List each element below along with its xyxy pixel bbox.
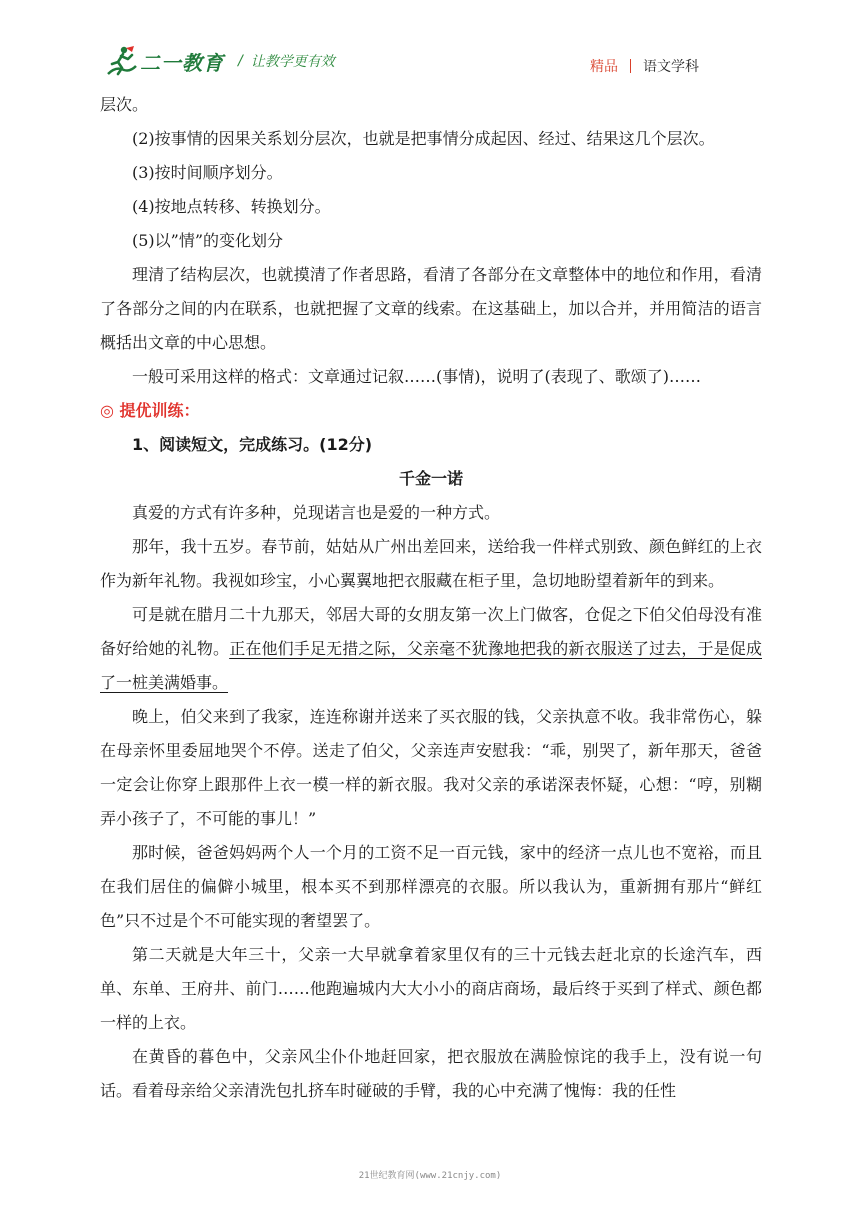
list-item: (3)按时间顺序划分。: [132, 163, 283, 182]
underlined-sentence: 正在他们手足无措之际，父亲毫不犹豫地把我的新衣服送了过去，于是促成了一桩美满婚事。: [100, 639, 762, 692]
header-divider: [630, 59, 631, 73]
article-title: 千金一诺: [398, 469, 463, 488]
runner-logo-icon: [104, 44, 138, 78]
quality-label: 精品: [590, 59, 618, 75]
logo: [104, 44, 335, 78]
header-labels: [590, 56, 699, 76]
article-paragraph: 在黄昏的暮色中，父亲风尘仆仆地赶回家，把衣服放在满脸惊诧的我手上，没有说一句话。看着母亲给父亲清洗包扎挤车时碰破的手臂，我的心中充满了愧悔：我的任性: [100, 1047, 762, 1100]
list-item: (2)按事情的因果关系划分层次，也就是把事情分成起因、经过、结果这几个层次。: [132, 129, 715, 148]
article-paragraph: 那年，我十五岁。春节前，姑姑从广州出差回来，送给我一件样式别致、颜色鲜红的上衣作为新年礼物。我视如珍宝，小心翼翼地把衣服藏在柜子里，急切地盼望着新年的到来。: [100, 537, 762, 590]
paragraph: 一般可采用这样的格式：文章通过记叙……(事情)，说明了(表现了、歌颂了)……: [132, 367, 701, 386]
list-item: (4)按地点转移、转换划分。: [132, 197, 331, 216]
slogan: 让教学更有效: [250, 54, 335, 70]
document-body: [100, 88, 762, 1108]
logo-text: 二一教育: [140, 50, 224, 75]
section-heading: ◎ 提优训练：: [100, 401, 200, 420]
article-paragraph: 第二天就是大年三十，父亲一大早就拿着家里仅有的三十元钱去赶北京的长途汽车，西单、东单、王府井、前门……他跑遍城内大大小小的商店商场，最后终于买到了样式、颜色都一样的上衣。: [100, 945, 762, 1032]
page-footer: 21世纪教育网(www.21cnjy.com): [358, 1171, 502, 1181]
article-text: 可是就在腊月二十九那天，邻居大哥的女朋友第一次上门做客，仓促之下伯父伯母没有准备好给她的礼物。: [100, 605, 762, 658]
subject-label: 语文学科: [643, 59, 699, 75]
article-paragraph: 那时候，爸爸妈妈两个人一个月的工资不足一百元钱，家中的经济一点儿也不宽裕，而且在我们居住的偏僻小城里，根本买不到那样漂亮的衣服。所以我认为，重新拥有那片“鲜红色”只不过是个不可能实现的奢望罢了。: [100, 843, 762, 930]
article-paragraph: [100, 598, 762, 700]
page-header: [0, 0, 860, 90]
paragraph: 层次。: [100, 95, 149, 114]
question-heading: 1、阅读短文，完成练习。(12分): [132, 435, 373, 454]
article-paragraph: 晚上，伯父来到了我家，连连称谢并送来了买衣服的钱，父亲执意不收。我非常伤心，躲在母亲怀里委屈地哭个不停。送走了伯父，父亲连声安慰我：“乖，别哭了，新年那天，爸爸一定会让你穿上跟那件上衣一模一样的新衣服。我对父亲的承诺深表怀疑，心想：“哼，别糊弄小孩子了，不可能的事儿！”: [100, 707, 762, 828]
paragraph: 理清了结构层次，也就摸清了作者思路，看清了各部分在文章整体中的地位和作用，看清了各部分之间的内在联系，也就把握了文章的线索。在这基础上，加以合并，并用简洁的语言概括出文章的中心思想。: [100, 265, 762, 352]
slogan-separator: /: [238, 53, 243, 69]
list-item: (5)以”情”的变化划分: [132, 231, 284, 250]
article-paragraph: 真爱的方式有许多种，兑现诺言也是爱的一种方式。: [132, 503, 501, 522]
